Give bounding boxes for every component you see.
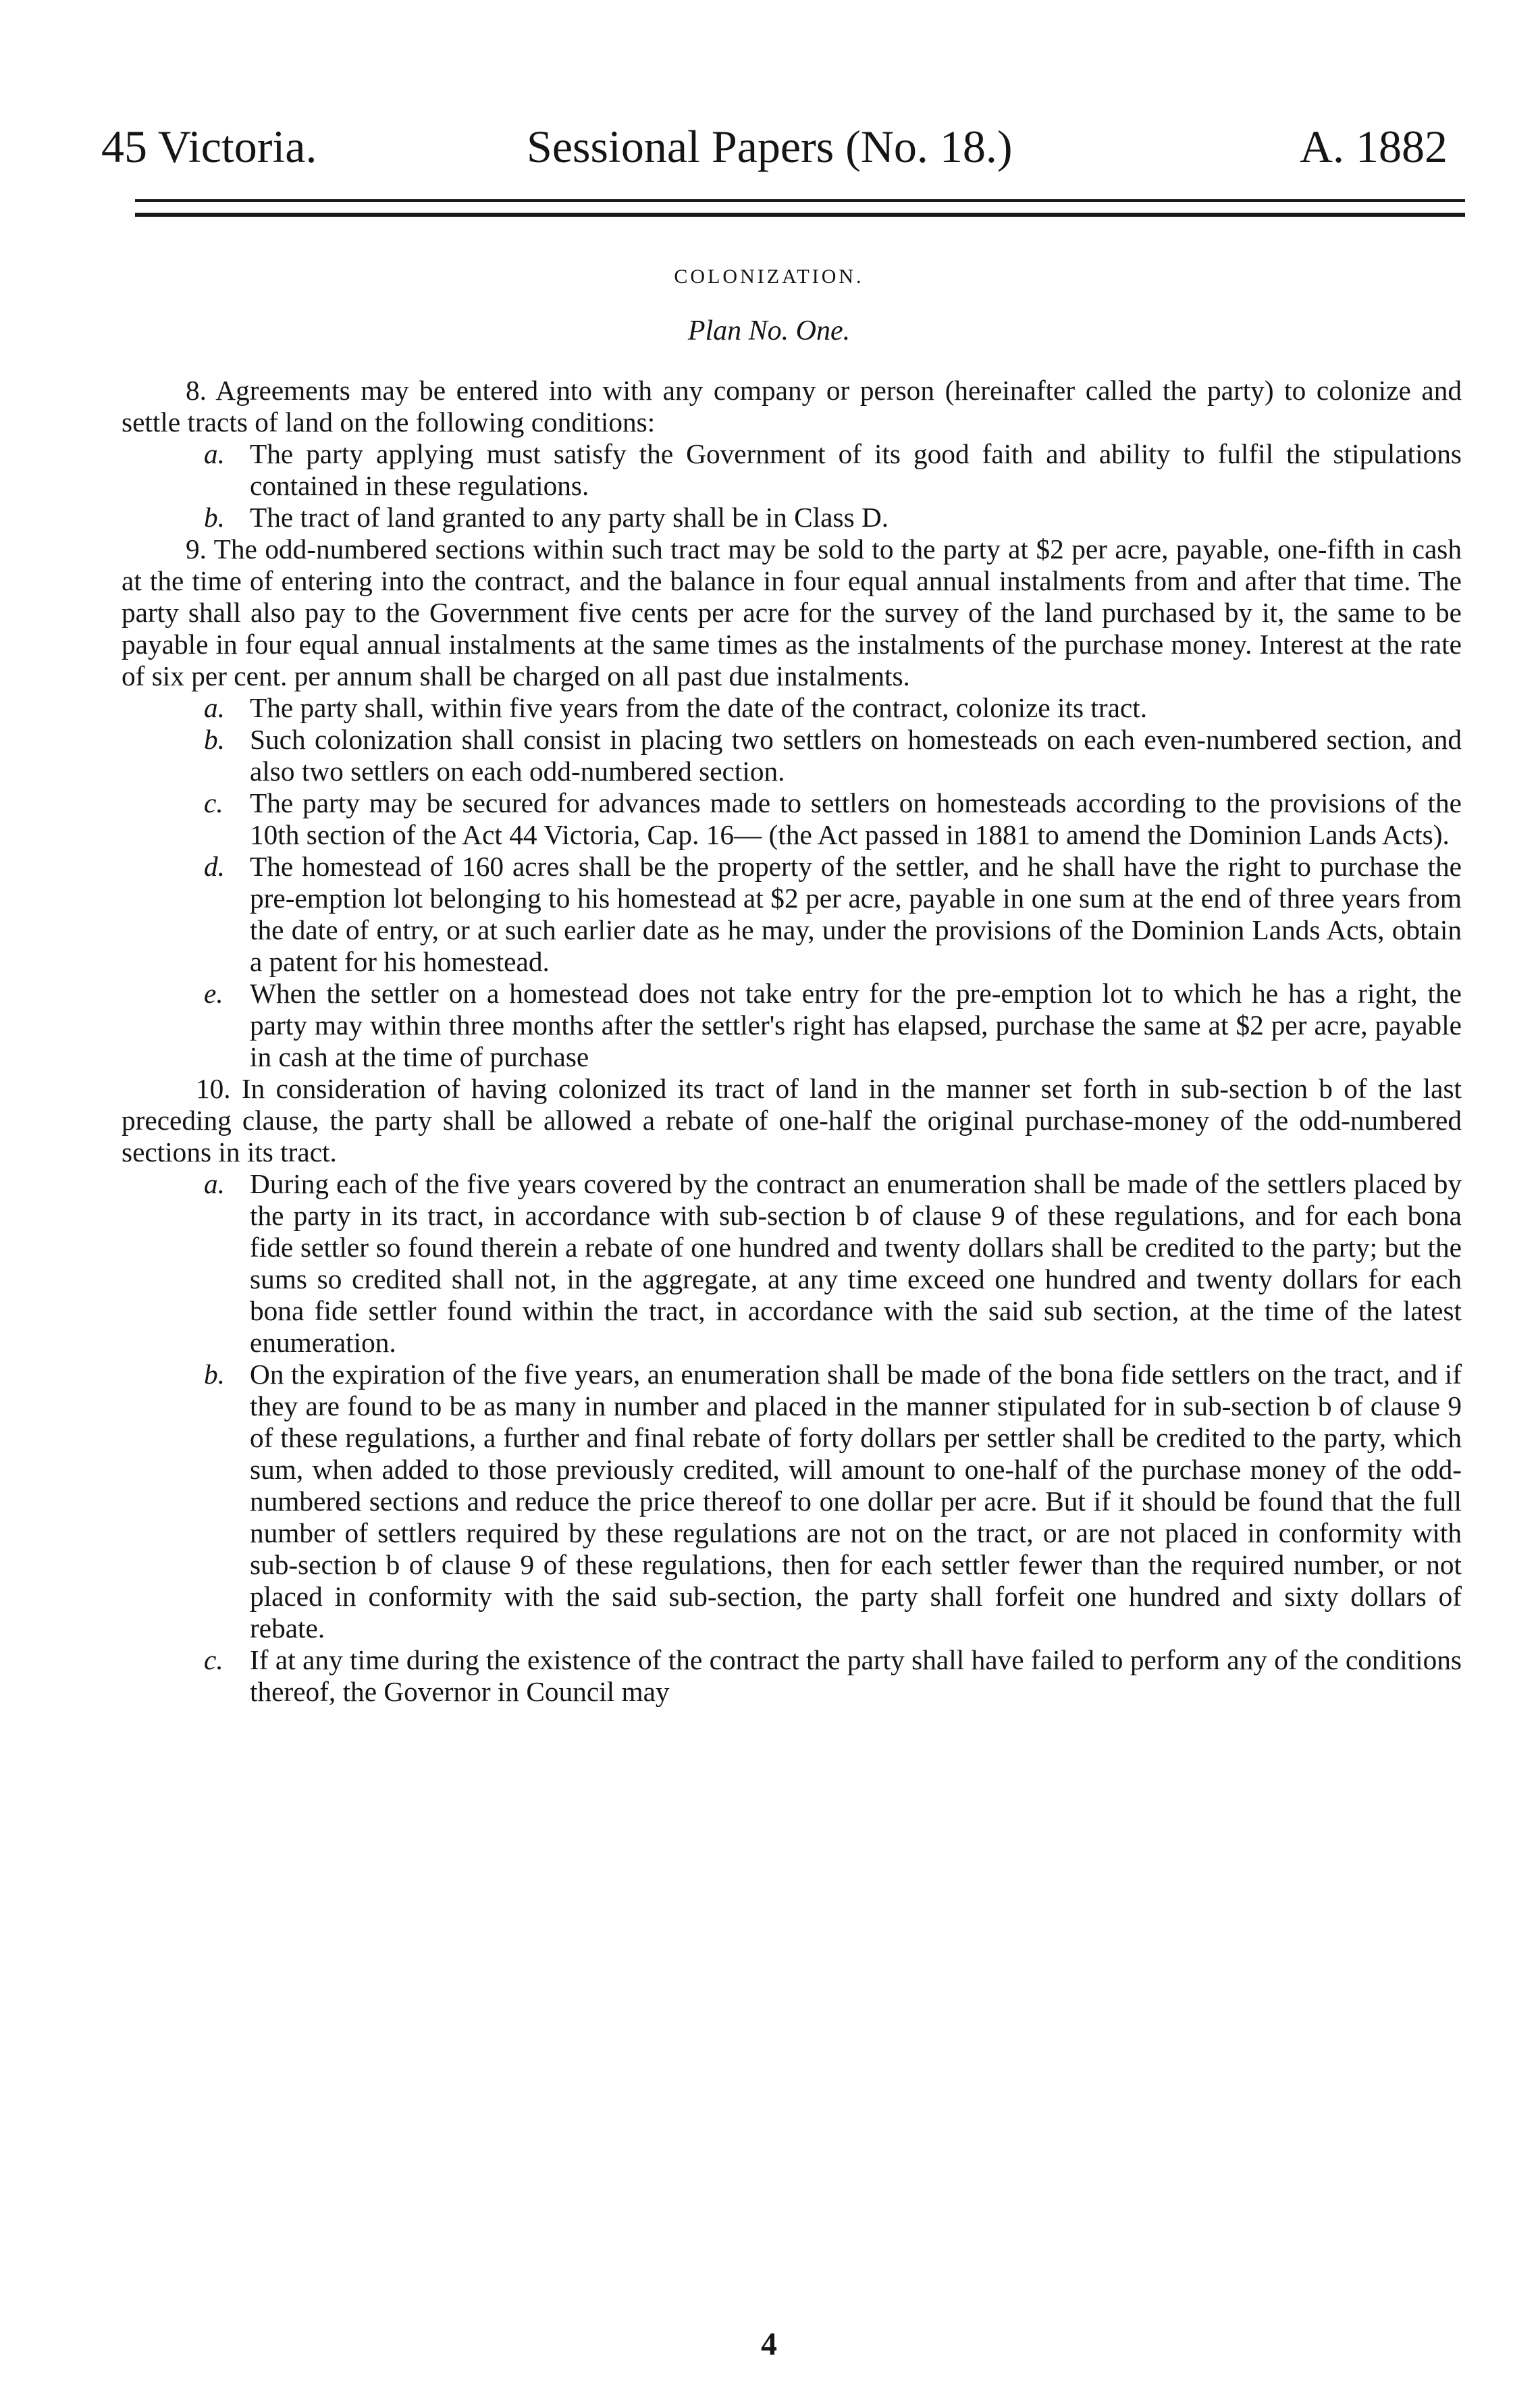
paragraph-text: The homestead of 160 acres shall be the property of the settler, and he shall have the right to purchase the pre-emption lot belonging to his homestead at $2 per acre, payable in one sum at the end of three years from the date of entry, or at such earlier date as he may, under the provisions of the Dominion Lands Acts, obtain a patent for his homestead. bbox=[250, 851, 1462, 977]
paragraph-text: During each of the five years covered by the contract an enumeration shall be made of the settlers placed by the party in its tract, in accordance with sub-section b of clause 9 of these regulations, and for each bona fide settler so found therein a rebate of one hundred and twenty dollars shall be credited to the party; but the sums so credited shall not, in the aggregate, at any time exceed one hundred and twenty dollars for each bona fide settler found within the tract, in accordance with the said sub section, at the time of the latest enumeration. bbox=[250, 1168, 1462, 1358]
clause-10-c bbox=[122, 1644, 1462, 1708]
page-header bbox=[101, 115, 1448, 179]
header-rule-thick bbox=[135, 213, 1465, 217]
paragraph-text: The party applying must satisfy the Government of its good faith and ability to fulfil the stipulations contained in these regulations. bbox=[250, 438, 1462, 501]
sub-label: c. bbox=[204, 1644, 223, 1675]
clause-8-b bbox=[122, 502, 1462, 533]
clause-9-c bbox=[122, 787, 1462, 851]
header-session: 45 Victoria. bbox=[101, 121, 317, 172]
sub-label: b. bbox=[204, 724, 225, 755]
header-rule-thin bbox=[135, 199, 1465, 202]
paragraph-text: 10. In consideration of having colonized its tract of land in the manner set forth in sub-section b of the last preceding clause, the party shall be allowed a rebate of one-half the original purchase-money of the odd-numbered sections in its tract. bbox=[122, 1073, 1462, 1168]
clause-9-a bbox=[122, 692, 1462, 724]
clause-9-d bbox=[122, 851, 1462, 978]
sub-label: e. bbox=[204, 978, 223, 1009]
clause-8 bbox=[122, 375, 1462, 438]
clause-10-b bbox=[122, 1359, 1462, 1644]
sub-label: b. bbox=[204, 1359, 225, 1390]
clause-9 bbox=[122, 533, 1462, 692]
sub-label: a. bbox=[204, 692, 225, 723]
paragraph-text: If at any time during the existence of the contract the party shall have failed to perform any of the conditions thereof, the Governor in Council may bbox=[250, 1644, 1462, 1707]
paragraph-text: 9. The odd-numbered sections within such tract may be sold to the party at $2 per acre, payable, one-fifth in cash at the time of entering into the contract, and the balance in four equal annual instalments from and after that time. The party shall also pay to the Government five cents per acre for the survey of the land purchased by it, the same to be payable in four equal annual instalments at the same times as the instalments of the purchase money. Interest at the rate of six per cent. per annum shall be charged on all past due instalments. bbox=[122, 533, 1462, 691]
header-year: A. 1882 bbox=[1299, 121, 1448, 172]
paragraph-text: The tract of land granted to any party shall be in Class D. bbox=[250, 502, 889, 533]
clause-9-b bbox=[122, 724, 1462, 787]
paragraph-text: The party shall, within five years from the date of the contract, colonize its tract. bbox=[250, 692, 1148, 723]
body-text bbox=[122, 375, 1462, 1708]
clause-10-a bbox=[122, 1168, 1462, 1359]
sub-label: a. bbox=[204, 438, 225, 469]
header-sessional-papers: Sessional Papers (No. 18.) bbox=[527, 121, 1013, 172]
paragraph-text: On the expiration of the five years, an enumeration shall be made of the bona fide settlers on the tract, and if they are found to be as many in number and placed in the manner stipulated for in sub-section b of clause 9 of these regulations, a further and final rebate of forty dollars per settler shall be credited to the party, which sum, when added to those previously credited, will amount to one-half of the purchase money of the odd-numbered sections and reduce the price thereof to one dollar per acre. But if it should be found that the full number of settlers required by these regulations are not on the tract, or are not placed in conformity with sub-section b of clause 9 of these regulations, then for each settler fewer than the required number, or not placed in conformity with the said sub-section, the party shall forfeit one hundred and sixty dollars of rebate. bbox=[250, 1359, 1462, 1644]
paragraph-text: The party may be secured for advances made to settlers on homesteads according to the provisions of the 10th section of the Act 44 Victoria, Cap. 16— (the Act passed in 1881 to amend the Dominion Lands Acts). bbox=[250, 787, 1462, 850]
sub-label: a. bbox=[204, 1168, 225, 1199]
clause-8-a bbox=[122, 438, 1462, 502]
clause-10 bbox=[122, 1073, 1462, 1168]
paragraph-text: Such colonization shall consist in placing two settlers on homesteads on each even-numbered section, and also two settlers on each odd-numbered section. bbox=[250, 724, 1462, 787]
section-title: COLONIZATION. bbox=[674, 265, 864, 288]
plan-title: Plan No. One. bbox=[687, 315, 851, 346]
sub-label: d. bbox=[204, 851, 225, 882]
clause-9-e bbox=[122, 978, 1462, 1073]
paragraph-text: When the settler on a homestead does not take entry for the pre-emption lot to which he has a right, the party may within three months after the settler's right has elapsed, purchase the same at $2 per acre, payable in cash at the time of purchase bbox=[250, 978, 1462, 1072]
sub-label: b. bbox=[204, 502, 225, 533]
sub-label: c. bbox=[204, 787, 223, 818]
page-number: 4 bbox=[761, 2326, 777, 2362]
paragraph-text: 8. Agreements may be entered into with any company or person (hereinafter called the party) to colonize and settle tracts of land on the following conditions: bbox=[122, 375, 1462, 438]
